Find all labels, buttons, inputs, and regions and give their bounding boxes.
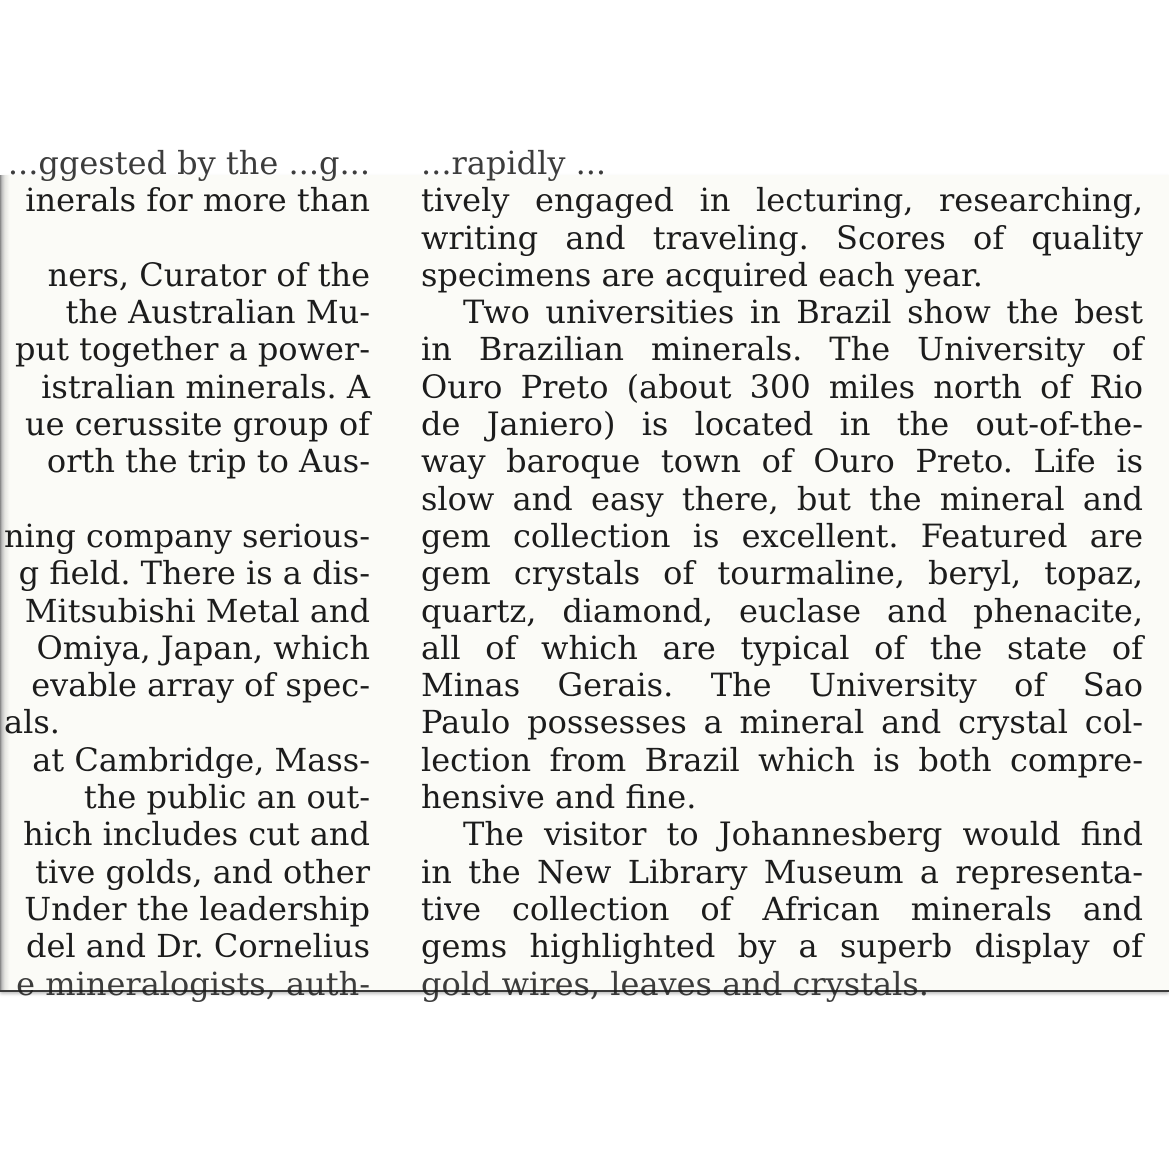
text-line: evable array of spec- [31,666,370,705]
text-line: Minas Gerais. The University of Sao [421,666,1143,705]
text-line: tive collection of African minerals and [421,889,1143,928]
text-line: in Brazilian minerals. The University of [421,330,1143,369]
text-line: writing and traveling. Scores of quality [421,218,1143,257]
text-line: Paulo possesses a mineral and crystal col- [421,703,1143,742]
left-column [0,144,372,1003]
text-line: slow and easy there, but the mineral and [421,479,1143,518]
text-line: de Janiero) is located in the out-of-the- [421,405,1143,444]
cut-line-bottom-left: e mineralogists, auth- [16,964,370,1003]
magazine-clipping [0,144,1169,1003]
text-line: at Cambridge, Mass- [32,740,370,779]
paragraph-first-line: Two universities in Brazil show the best [463,293,1143,332]
text-line: in the New Library Museum a representa- [421,852,1143,891]
text-line: ue cerussite group of [25,405,370,444]
text-line: quartz, diamond, euclase and phenacite, [421,591,1143,630]
cut-line-top-left: ...ggested by the ...g... [7,144,370,182]
text-line: tive golds, and other [35,852,370,891]
paragraph-gap [0,220,372,257]
text-line: del and Dr. Cornelius [25,927,370,966]
text-line: gem collection is excellent. Featured are [421,516,1143,555]
paragraph-gap [0,481,372,518]
paragraph-first-line: The visitor to Johannesberg would find [463,815,1143,854]
text-line: gem crystals of tourmaline, beryl, topaz, [421,554,1143,593]
text-line: tively engaged in lecturing, researching, [421,181,1143,220]
text-line: Ouro Preto (about 300 miles north of Rio [421,367,1143,406]
text-line: the Australian Mu- [65,293,370,332]
text-line: inerals for more than [25,181,370,220]
text-line: the public an out- [83,778,370,817]
text-line: orth the trip to Aus- [46,442,370,481]
text-line: Omiya, Japan, which [36,628,370,667]
text-line: gems highlighted by a superb display of [421,927,1143,966]
text-line: hensive and fine. [421,778,697,817]
text-line: Mitsubishi Metal and [24,591,370,630]
text-line: ners, Curator of the [47,255,370,294]
text-line: lection from Brazil which is both compre- [421,740,1143,779]
text-line: way baroque town of Ouro Preto. Life is [421,442,1143,481]
text-line: g field. There is a dis- [18,554,370,593]
text-line: put together a power- [15,330,370,369]
text-line: hich includes cut and [23,815,370,854]
text-line: specimens are acquired each year. [421,255,983,294]
text-line: Under the leadership [24,889,370,928]
text-line: ning company serious- [3,516,370,555]
text-line: als. [4,703,60,742]
text-line: istralian minerals. A [41,367,370,406]
cut-line-top-right: ...rapidly ... [421,144,607,182]
cut-line-bottom-right: gold wires, leaves and crystals. [421,964,929,1003]
right-column [421,144,1143,1003]
text-line: all of which are typical of the state of [421,628,1143,667]
